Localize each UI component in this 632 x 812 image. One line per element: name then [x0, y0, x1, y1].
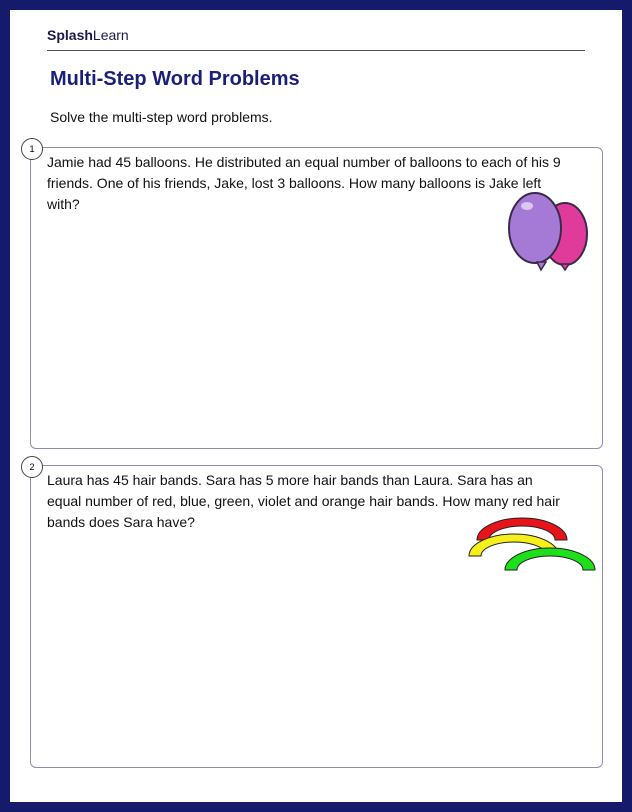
problem-number: 2	[21, 456, 43, 478]
problem-number: 1	[21, 138, 43, 160]
problem-text: Jamie had 45 balloons. He distributed an equal number of balloons to each of his 9 friends. One of his friends, Jake, lost 3 balloons. How many balloons is Jake left with?	[47, 154, 561, 212]
splashlearn-logo	[47, 27, 129, 43]
header-divider	[47, 50, 585, 51]
instructions: Solve the multi-step word problems.	[50, 109, 273, 125]
problem-text: Laura has 45 hair bands. Sara has 5 more hair bands than Laura. Sara has an equal number of red, blue, green, violet and orange hair bands. How many red hair bands does Sara have?	[47, 472, 560, 530]
problem-box-2	[29, 462, 603, 768]
problem-box-1	[29, 144, 603, 449]
balloons-icon	[497, 192, 597, 284]
hair-bands-icon	[467, 514, 601, 576]
worksheet-page	[10, 10, 622, 802]
page-title: Multi-Step Word Problems	[50, 68, 300, 90]
logo-bold: Splash	[47, 27, 93, 43]
logo-light: Learn	[92, 27, 129, 43]
